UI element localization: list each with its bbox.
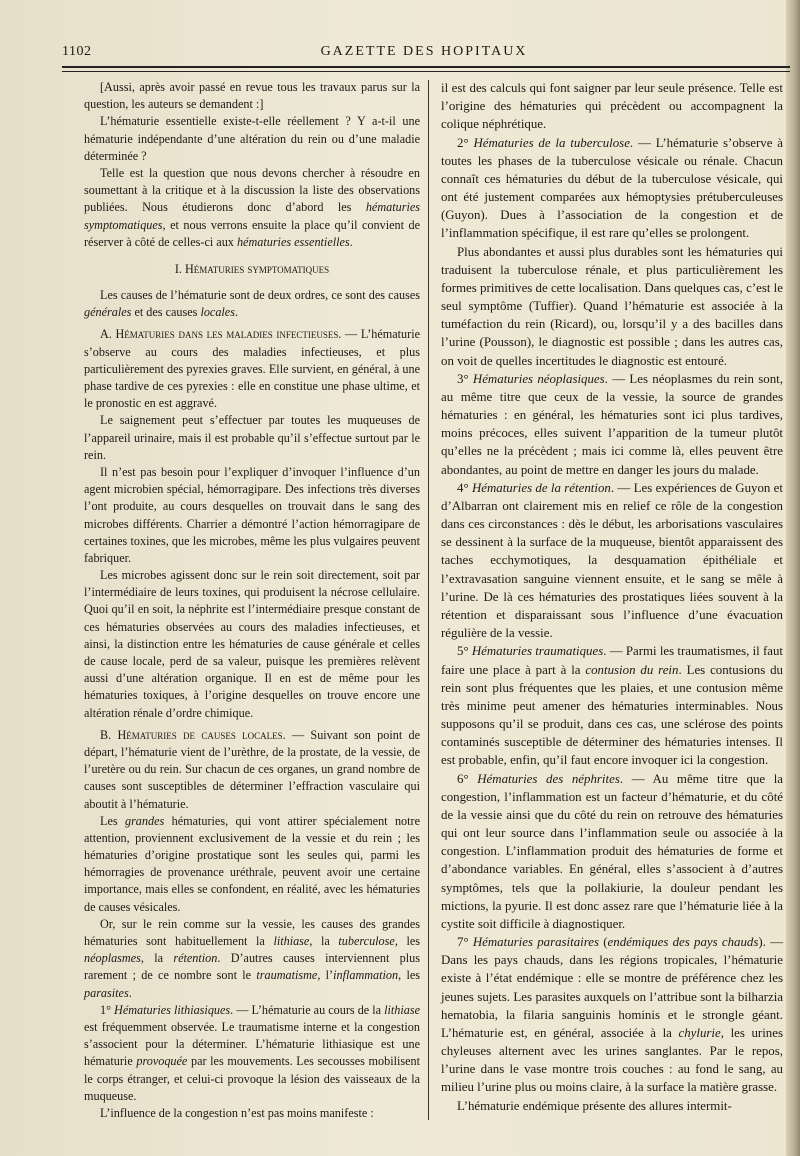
paragraph: Telle est la question que nous devons chercher à résoudre en soumettant à la critique et à la discussion la liste des observations publiées. Nous étudierons donc d’abord les hématuries symptomatiques, et nous verrons ensuite la place qu’il convient de réserver à côté de celles-ci aux hématuries essentielles.	[84, 165, 420, 249]
right-column	[441, 79, 783, 1115]
paragraph: Il n’est pas besoin pour l’expliquer d’invoquer l’influence d’un agent microbien spécial, hémorragipare. Des infections très diverses l’ont produite, au cours desquelles on trouvait dans le sang des microbes différents. Charrier a démontré l’action hémorragipare de certaines toxines, que les microbes, même les plus vulgaires peuvent fabriquer.	[84, 464, 420, 565]
section-heading: I. Hématuries symptomatiques	[174, 261, 330, 276]
paragraph: Les microbes agissent donc sur le rein soit directement, soit par l’intermédiaire de leurs toxines, qui produisent la nécrose cellulaire. Quoi qu’il en soit, la néphrite est l’intermédiaire presque constant de ces hématuries observées au cours des maladies infectieuses, et ainsi, la distinction entre les hématuries de cause générale et celles de cause locale, perd de sa valeur, puisque les premières relèvent aussi d’une altération organique. Il en est de même pour les hématuries toxiques, à l’origine desquelles on trouve encore une altération rénale d’ordre chimique.	[84, 568, 420, 720]
paragraph: 3° Hématuries néoplasiques. — Les néoplasmes du rein sont, au même titre que ceux de la vessie, la source de grandes hématuries : en général, les hématuries sont ici plus tardives, moins précoces, elles suivent l’apparition de la tumeur plutôt qu’elles ne la précèdent ; mais ici comme là, elles peuvent être abondantes, au point de mettre en danger les jours du malade.	[441, 371, 783, 477]
paragraph: Plus abondantes et aussi plus durables sont les hématuries qui traduisent la tuberculose rénale, et plus particulièrement les formes primitives de cette localisation. Dans quelques cas, c’est le seul symptôme (Tuffier). Quand l’hématurie est associée à la tuméfaction du rein (Ricard), ou, lorsqu’il y a des bacilles dans l’urine (Pousson), le diagnostic est possible ; dans les autres cas, on voit de quelles incertitudes le diagnostic est entouré.	[441, 244, 783, 368]
journal-title: GAZETTE DES HOPITAUX	[320, 44, 528, 59]
page-number: 1102	[62, 44, 92, 59]
paragraph: 1° Hématuries lithiasiques. — L’hématurie au cours de la lithiase est fréquemment observée. Le traumatisme interne et la congestion s’associent pour la déterminer. L’hématurie lithiasique est une hématurie provoquée par les mouvements. Les secousses mobilisent le corps étranger, et celui-ci provoque la lésion des vaisseaux de la muqueuse.	[84, 1002, 420, 1103]
paragraph: Les grandes hématuries, qui vont attirer spécialement notre attention, proviennent exclusivement de la vessie et du rein ; les hématuries d’origine prostatique sont les seules qui, parmi les hémorragies de provenance uréthrale, peuvent avoir une certaine importance, mais elles se confondent, en réalité, avec les hématuries de causes vésicales.	[84, 813, 420, 914]
left-column	[84, 79, 420, 1122]
paragraph: L’hématurie essentielle existe-t-elle réellement ? Y a-t-il une hématurie indépendante d’une altération du rein ou d’une maladie déterminée ?	[84, 114, 420, 163]
paragraph: A. Hématuries dans les maladies infectieuses. — L’hématurie s’observe au cours des maladies infectieuses, et plus particulièrement des pyrexies graves. Elle survient, en général, à une phase tardive de ces pyrexies : elle en constitue une phase ultime, et le pronostic en est aggravé.	[84, 327, 420, 411]
paragraph: 6° Hématuries des néphrites. — Au même titre que la congestion, l’inflammation est un facteur d’hématurie, et du côté de la vessie ainsi que du côté du rein on retrouve des hématuries qui ont leur source dans l’inflammation seule ou associée à la congestion. L’inflammation produit des hématuries de forme et d’abondance variables. En général, elles s’associent à d’autres symptômes, tels que la pollakiurie, la douleur pendant les mictions, la pyurie. Il est donc assez rare que l’hématurie liée à la cystite soit difficile à diagnostiquer.	[441, 771, 783, 931]
page-edge	[786, 0, 800, 1156]
paragraph: L’influence de la congestion n’est pas moins manifeste :	[100, 1105, 374, 1120]
paragraph: 7° Hématuries parasitaires (endémiques des pays chauds). — Dans les pays chauds, dans les régions tropicales, l’hématurie existe à l’état endémique : elle se montre de préférence chez les jeunes sujets. Les parasites auxquels on l’attribue sont la bilharzia hematobia, la filaria sanguinis hominis et le strongle géant. L’hématurie est, en général, associée à la chylurie, les urines chyleuses alternent avec les urines sanglantes. Par le repos, l’urine dans le vase montre trois couches : au fond le sang, au milieu l’urine plus ou moins claire, à la surface la matière grasse.	[441, 935, 783, 1095]
paragraph: 4° Hématuries de la rétention. — Les expériences de Guyon et d’Albarran ont clairement mis en relief ce rôle de la congestion dans ces circonstances : dès le début, les arborisations vasculaires se dessinent à la surface de la muqueuse, bientôt apparaissent des taches ecchymotiques, la desquamation épithéliale et l’extravasation sanguine viennent ensuite, et le sang se mêle à l’urine. De là ces hématuries des prostatiques liées souvent à la rétention et disparaissant sous l’influence d’une évacuation régulière de la vessie.	[441, 480, 783, 641]
header-rule-thick	[62, 66, 790, 68]
column-divider	[428, 80, 429, 1120]
paragraph: L’hématurie endémique présente des allures intermit-	[457, 1098, 732, 1113]
paragraph: 5° Hématuries traumatiques. — Parmi les traumatismes, il faut faire une place à part à la contusion du rein. Les contusions du rein sont plus fréquentes que les plaies, et une contusion même très minime peut amener des hématuries interminables. Nous supposons qu’il se produit, dans ces cas, une sclérose des points contaminés susceptible de déterminer des hématuries intenses. Il est probable, enfin, qu’il faut encore invoquer ici la congestion.	[441, 644, 783, 768]
paragraph: B. Hématuries de causes locales. — Suivant son point de départ, l’hématurie vient de l’urèthre, de la prostate, de la vessie, de l’uretère ou du rein. Sur chacun de ces organes, un grand nombre de causes sont susceptibles de déterminer l’effraction vasculaire qui aboutit à l’hématurie.	[84, 727, 420, 811]
paragraph: Or, sur le rein comme sur la vessie, les causes des grandes hématuries sont habituellement la lithiase, la tuberculose, les néoplasmes, la rétention. D’autres causes interviennent plus rarement ; de ce nombre sont le traumatisme, l’inflammation, les parasites.	[84, 916, 421, 1000]
paragraph: Le saignement peut s’effectuer par toutes les muqueuses de l’appareil urinaire, mais il est probable qu’il s’effectue surtout par le rein.	[84, 413, 420, 462]
header-rule-thin	[62, 71, 790, 72]
paragraph: 2° Hématuries de la tuberculose. — L’hématurie s’observe à toutes les phases de la tuberculose vésicale ou rénale. Chacun connaît ces hématuries du début de la tuberculose vésicale, qui ont été justement comparées aux hémoptysies prétuberculeuses (Guyon). Dues à l’association de la congestion et de l’inflammation spécifique, il est rare qu’elles se prolongent.	[441, 135, 783, 241]
paragraph: Les causes de l’hématurie sont de deux ordres, ce sont des causes générales et des causes locales.	[84, 288, 420, 320]
running-header	[62, 44, 786, 66]
paragraph: [Aussi, après avoir passé en revue tous les travaux parus sur la question, les auteurs se demandent :]	[84, 80, 420, 112]
paragraph: il est des calculs qui font saigner par leur seule présence. Telle est l’origine des hématuries qui précèdent ou accompagnent la colique néphrétique.	[441, 81, 783, 132]
